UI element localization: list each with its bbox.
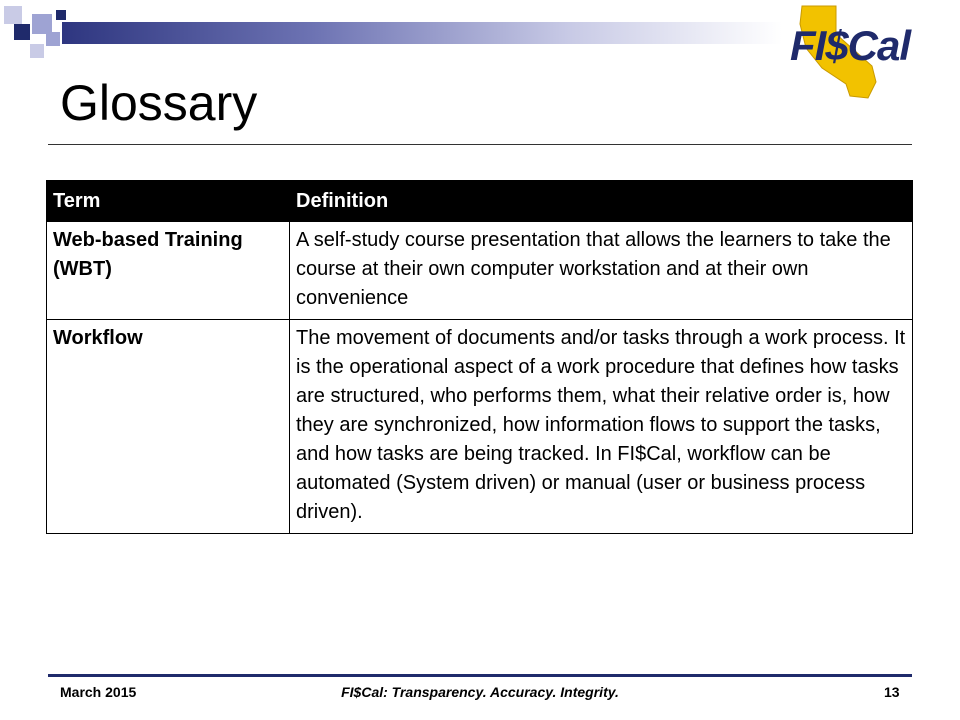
footer-tagline: FI$Cal: Transparency. Accuracy. Integrity.: [341, 684, 619, 700]
decor-square: [30, 44, 44, 58]
page-title: Glossary: [60, 75, 258, 131]
decor-square: [4, 6, 22, 24]
logo-text: FI$Cal: [790, 22, 911, 69]
table-row: [47, 320, 913, 534]
fiscal-logo: [776, 4, 946, 100]
definition-cell: A self-study course presentation that allows the learners to take the course at their own computer workstation and at their own convenience: [290, 222, 913, 320]
decor-square: [32, 14, 52, 34]
decor-square: [56, 10, 66, 20]
title-divider: [48, 144, 912, 145]
column-header-term: Term: [47, 181, 290, 222]
decor-square: [46, 32, 60, 46]
decor-square: [14, 24, 30, 40]
term-cell: Workflow: [47, 320, 290, 534]
term-cell: Web-based Training (WBT): [47, 222, 290, 320]
definition-cell: The movement of documents and/or tasks through a work process. It is the operational aspect of a work procedure that defines how tasks are structured, who performs them, what their relative order is, how they are synchronized, how information flows to support the tasks, and how tasks are being tracked. In FI$Cal, workflow can be automated (System driven) or manual (user or business process driven).: [290, 320, 913, 534]
table-header-row: [47, 181, 913, 222]
column-header-definition: Definition: [290, 181, 913, 222]
header-band: [62, 22, 782, 44]
footer-divider: [48, 674, 912, 677]
page-number: 13: [884, 684, 900, 700]
table-row: [47, 222, 913, 320]
footer-date: March 2015: [60, 684, 137, 700]
glossary-table: [46, 180, 913, 534]
